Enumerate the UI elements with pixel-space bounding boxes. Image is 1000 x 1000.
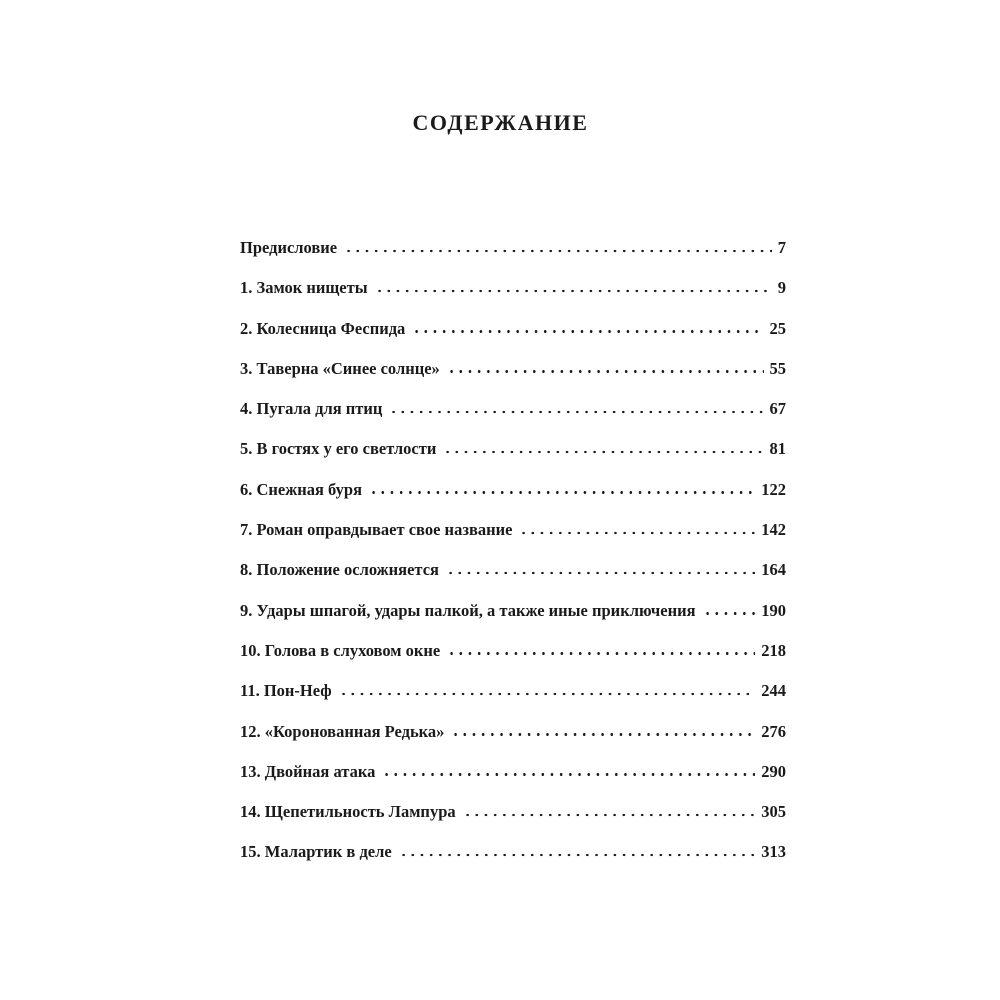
dot-leader (399, 844, 756, 857)
toc-entry-page-number: 67 (769, 399, 786, 419)
dot-leader (446, 562, 755, 575)
dot-leader (375, 280, 772, 293)
toc-entry-title: 15. Малартик в деле (240, 842, 392, 862)
toc-entry-page-number: 218 (761, 640, 786, 660)
toc-entry-title: 7. Роман оправдывает свое название (240, 520, 513, 540)
toc-entry-title: 8. Положение осложняется (240, 560, 439, 580)
dot-leader (451, 724, 755, 737)
toc-entry (240, 560, 786, 600)
toc-entry-title: 13. Двойная атака (240, 761, 376, 781)
toc-entry-title: 14. Щепетильность Лампура (240, 802, 456, 822)
toc-entry (240, 319, 786, 359)
toc-entry-page-number: 7 (777, 238, 786, 257)
toc-entry (240, 641, 786, 681)
dot-leader (369, 482, 755, 495)
toc-entry-title: 5. В гостях у его светлости (240, 439, 437, 459)
toc-entry-title: 3. Таверна «Синее солнце» (240, 358, 440, 378)
toc-entry-title: 9. Удары шпагой, удары палкой, а также иные приключения (240, 600, 696, 620)
toc-entry (240, 842, 786, 882)
toc-entry (240, 802, 786, 842)
dot-leader (703, 603, 756, 616)
toc-entry-page-number: 290 (761, 761, 786, 781)
toc-list (240, 238, 786, 883)
toc-entry-title: 12. «Коронованная Редька» (240, 721, 445, 741)
dot-leader (344, 240, 772, 253)
dot-leader (339, 683, 756, 696)
toc-entry-page-number: 122 (761, 479, 786, 499)
toc-entry (240, 480, 786, 520)
toc-entry-page-number: 244 (761, 681, 786, 701)
toc-entry-title: 11. Пон-Неф (240, 681, 332, 701)
toc-entry-title: 4. Пугала для птиц (240, 399, 383, 419)
toc-entry-title: Предисловие (240, 238, 338, 257)
toc-entry-title: 6. Снежная буря (240, 479, 362, 499)
toc-entry (240, 681, 786, 721)
toc-entry (240, 359, 786, 399)
toc-entry (240, 762, 786, 802)
toc-entry (240, 439, 786, 479)
toc-entry-page-number: 25 (769, 318, 786, 338)
page-title: СОДЕРЖАНИЕ (412, 110, 589, 135)
dot-leader (519, 522, 755, 535)
toc-entry-page-number: 305 (761, 802, 786, 822)
dot-leader (447, 643, 755, 656)
toc-entry-page-number: 9 (777, 278, 786, 298)
toc-entry-page-number: 142 (761, 520, 786, 540)
dot-leader (447, 361, 764, 374)
toc-entry (240, 520, 786, 560)
toc-entry-page-number: 276 (761, 721, 786, 741)
dot-leader (389, 401, 763, 414)
dot-leader (382, 764, 755, 777)
toc-entry-page-number: 190 (761, 600, 786, 620)
toc-entry (240, 722, 786, 762)
dot-leader (463, 804, 756, 817)
dot-leader (443, 441, 763, 454)
toc-entry-title: 10. Голова в слуховом окне (240, 640, 441, 660)
toc-entry (240, 399, 786, 439)
toc-entry-page-number: 313 (761, 842, 786, 862)
toc-entry (240, 278, 786, 318)
toc-entry-page-number: 81 (769, 439, 786, 459)
toc-entry-title: 2. Колесница Феспида (240, 318, 406, 338)
toc-entry-title: 1. Замок нищеты (240, 278, 368, 298)
toc-entry (240, 601, 786, 641)
dot-leader (412, 321, 763, 334)
toc-entry-page-number: 55 (769, 358, 786, 378)
toc-entry (240, 238, 786, 278)
toc-entry-page-number: 164 (761, 560, 786, 580)
